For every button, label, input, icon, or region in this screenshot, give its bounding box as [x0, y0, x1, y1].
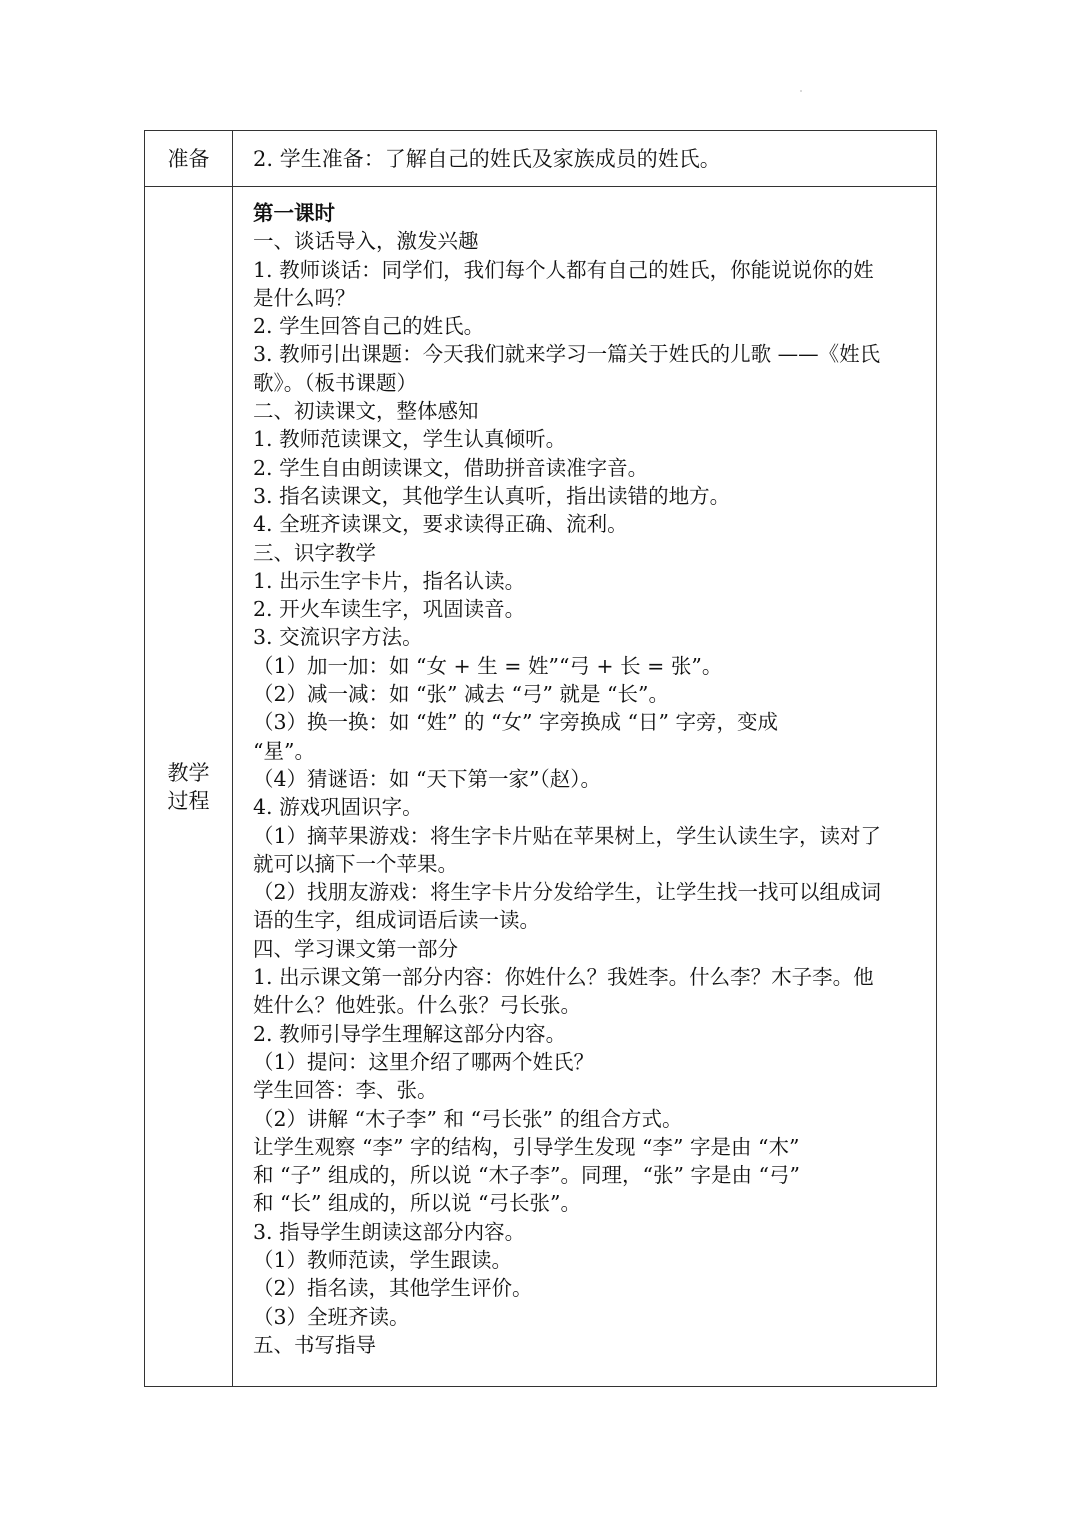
content-line: 1. 教师范读课文，学生认真倾听。	[253, 427, 567, 452]
content-line: 和 “长” 组成的，所以说 “弓长张”。	[253, 1191, 581, 1216]
preparation-row	[145, 131, 937, 187]
content-line: 就可以摘下一个苹果。	[253, 851, 458, 876]
section-heading: 一、谈话导入，激发兴趣	[253, 229, 479, 254]
preparation-label: 准备	[145, 131, 233, 187]
content-line: （2）减一减：如 “张” 减去 “弓” 就是 “长”。	[253, 682, 670, 707]
content-line: （3）全班齐读。	[253, 1304, 410, 1329]
teaching-process-row	[145, 187, 937, 1387]
section-heading: 四、学习课文第一部分	[253, 936, 458, 961]
lesson-period-heading: 第一课时	[253, 201, 335, 225]
content-line: 是什么吗？	[253, 285, 356, 310]
content-line: （4）猜谜语：如 “天下第一家”（赵）。	[253, 766, 602, 791]
lesson-plan-table	[144, 130, 937, 1387]
content-line: （3）换一换：如 “姓” 的 “女” 字旁换成 “日” 字旁，变成	[253, 710, 779, 735]
section-heading: 三、识字教学	[253, 540, 376, 565]
page-speck	[800, 90, 802, 92]
content-line: 4. 全班齐读课文，要求读得正确、流利。	[253, 512, 628, 537]
content-line: （1）加一加：如 “女 + 生 = 姓”“弓 + 长 = 张”。	[253, 653, 723, 678]
content-line: 学生回答：李、张。	[253, 1078, 438, 1103]
section-heading: 二、初读课文，整体感知	[253, 399, 479, 424]
content-line: “星”。	[253, 738, 315, 763]
content-line: 1. 教师谈话：同学们，我们每个人都有自己的姓氏，你能说说你的姓	[253, 257, 874, 282]
teaching-process-label-line1: 教学	[167, 760, 210, 785]
content-line: 3. 指名读课文，其他学生认真听，指出读错的地方。	[253, 483, 731, 508]
content-line: 歌》。（板书课题）	[253, 370, 417, 395]
content-line: 2. 学生自由朗读课文，借助拼音读准字音。	[253, 455, 649, 480]
section-heading: 五、书写指导	[253, 1332, 376, 1357]
content-line: （1）提问：这里介绍了哪两个姓氏？	[253, 1049, 595, 1074]
content-line: 1. 出示生字卡片，指名认读。	[253, 568, 526, 593]
content-line: （2）找朋友游戏：将生字卡片分发给学生，让学生找一找可以组成词	[253, 880, 882, 905]
content-line: 3. 指导学生朗读这部分内容。	[253, 1219, 526, 1244]
content-line: （2）讲解 “木子李” 和 “弓长张” 的组合方式。	[253, 1106, 683, 1131]
content-line: （1）摘苹果游戏：将生字卡片贴在苹果树上，学生认读生字，读对了	[253, 823, 882, 848]
content-line: 和 “子” 组成的，所以说 “木子李”。同理，“张” 字是由 “弓”	[253, 1163, 800, 1188]
teaching-process-content	[233, 187, 937, 1387]
content-line: 3. 交流识字方法。	[253, 625, 423, 650]
content-line: 2. 教师引导学生理解这部分内容。	[253, 1021, 567, 1046]
content-line: 4. 游戏巩固识字。	[253, 795, 423, 820]
content-line: 2. 开火车读生字，巩固读音。	[253, 597, 526, 622]
teaching-process-label	[145, 187, 233, 1387]
content-line: （1）教师范读，学生跟读。	[253, 1247, 513, 1272]
teaching-process-label-line2: 过程	[167, 788, 210, 813]
content-line: 2. 学生回答自己的姓氏。	[253, 314, 485, 339]
content-line: 语的生字，组成词语后读一读。	[253, 908, 540, 933]
content-line: 3. 教师引出课题：今天我们就来学习一篇关于姓氏的儿歌 ——《姓氏	[253, 342, 881, 367]
content-line: （2）指名读，其他学生评价。	[253, 1276, 533, 1301]
preparation-content: 2. 学生准备：了解自己的姓氏及家族成员的姓氏。	[233, 131, 937, 187]
content-line: 1. 出示课文第一部分内容：你姓什么？我姓李。什么李？木子李。他	[253, 965, 874, 990]
content-line: 让学生观察 “李” 字的结构，引导学生发现 “李” 字是由 “木”	[253, 1134, 800, 1159]
content-line: 姓什么？他姓张。什么张？弓长张。	[253, 993, 581, 1018]
